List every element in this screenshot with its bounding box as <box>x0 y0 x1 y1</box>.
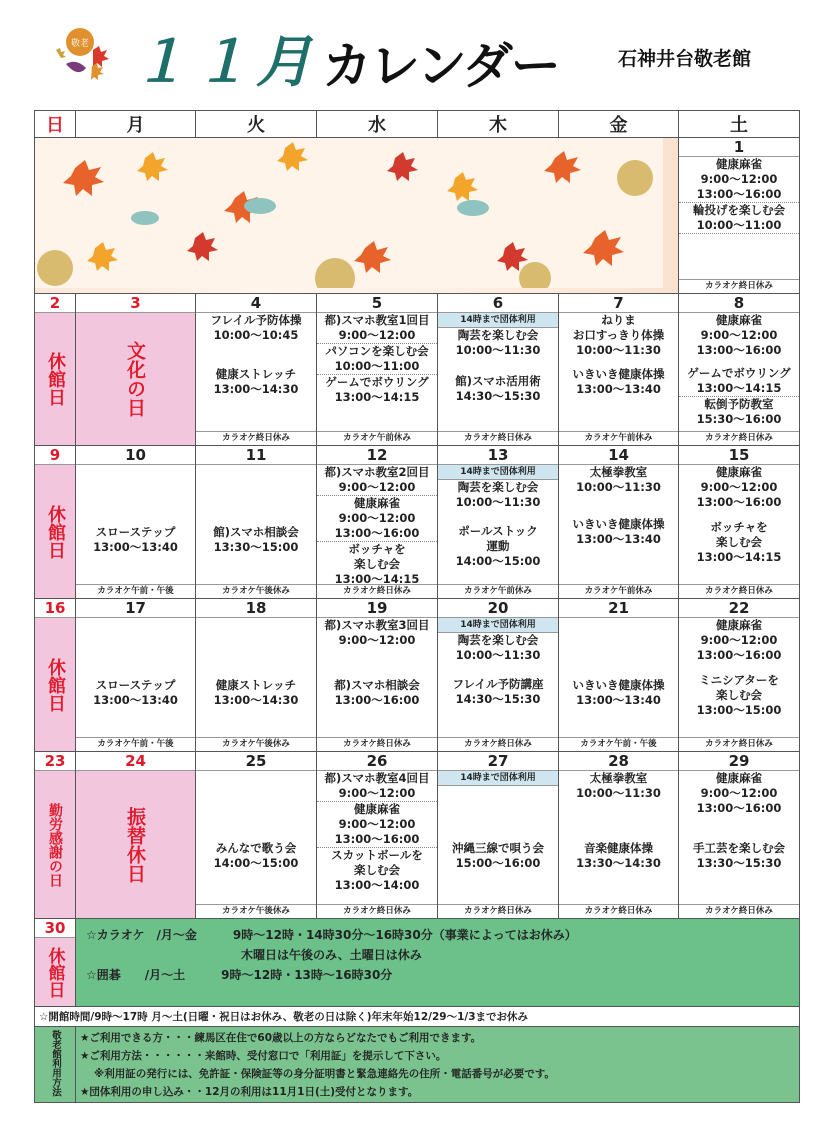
karaoke-hours: ☆カラオケ /月～金 9時～12時・14時30分～16時30分（事業によってはお休み） <box>86 928 577 942</box>
karaoke-note: カラオケ終日休み <box>317 737 437 751</box>
go-hours: ☆囲碁 /月～土 9時～12時・13時～16時30分 <box>86 968 393 982</box>
closed-day-block <box>35 618 75 751</box>
karaoke-note: カラオケ終日休み <box>438 904 558 918</box>
week-row-3 <box>35 446 800 599</box>
day-number: 14 <box>559 446 678 465</box>
day-number: 2 <box>35 294 75 313</box>
weekday-tue: 火 <box>196 111 317 138</box>
calendar <box>34 110 799 1110</box>
day-cell-20 <box>438 599 559 752</box>
day-cell-22 <box>679 599 800 752</box>
day-number: 22 <box>679 599 799 618</box>
event-time: 10:00～11:00 <box>679 218 799 234</box>
karaoke-note: カラオケ終日休み <box>679 279 799 293</box>
event-name: 音楽健康体操 <box>584 841 653 855</box>
event-name: スカットボールを <box>331 848 423 862</box>
event-time: 10:00～10:45 <box>213 328 299 342</box>
event-time: 13:00～13:40 <box>576 532 661 546</box>
closed-day-label: 休館日 <box>45 504 66 559</box>
weekday-sun: 日 <box>35 111 76 138</box>
karaoke-note: カラオケ午前休み <box>438 584 558 598</box>
day-cell-4 <box>196 294 317 446</box>
day-number: 19 <box>317 599 437 618</box>
event-name: 健康麻雀 <box>716 771 762 785</box>
group-application: ★団体利用の申し込み・・12月の利用は11月1日(土)受付となります。 <box>80 1086 419 1098</box>
event-name: 健康麻雀 <box>354 802 400 816</box>
group-use-tag: 14時まで団体利用 <box>438 618 558 633</box>
event-name: ボッチャを <box>348 542 406 556</box>
day-number: 25 <box>196 752 316 771</box>
event-name: 沖縄三線で唄う会 <box>452 841 544 855</box>
karaoke-note: カラオケ終日休み <box>438 431 558 445</box>
opening-hours: ☆開館時間/9時～17時 月～土(日曜・祝日はお休み、敬老の日は除く)年末年始12/29～1/3までお休み <box>35 1007 800 1027</box>
event-time: 9:00～12:00 <box>317 480 437 496</box>
closed-day-label: 休館日 <box>45 352 66 406</box>
day-cell-14 <box>559 446 679 599</box>
event-name: 陶芸を楽しむ会 <box>457 328 539 342</box>
event-time: 10:00～11:30 <box>455 343 541 357</box>
event-name: 転倒予防教室 <box>704 397 774 411</box>
day-number: 30 <box>35 919 75 938</box>
usage-side-label-cell <box>35 1027 76 1103</box>
event-name: 健康麻雀 <box>716 313 762 327</box>
day-number: 3 <box>76 294 195 313</box>
event-time: 14:30～15:30 <box>455 692 541 706</box>
event-name: 手工芸を楽しむ会 <box>693 841 785 855</box>
autumn-leaves-illustration <box>35 138 663 288</box>
event-time: 13:00～16:00 <box>334 693 420 707</box>
organization-name: 石神井台敬老館 <box>618 48 752 70</box>
event-name: ねりま <box>601 313 636 327</box>
event-time: 13:00～14:15 <box>334 390 420 404</box>
day-number: 1 <box>679 138 799 157</box>
event-time: 9:00～12:00 <box>700 172 778 186</box>
event-time: 15:30～16:00 <box>696 412 782 426</box>
event-name: 健康ストレッチ <box>215 678 297 692</box>
karaoke-note: カラオケ午前休み <box>559 584 678 598</box>
day-cell-27 <box>438 752 559 919</box>
day-cell-3 <box>76 294 196 446</box>
day-number: 29 <box>679 752 799 771</box>
event-time: 10:00～11:00 <box>317 359 437 375</box>
event-time: 9:00～12:00 <box>317 786 437 802</box>
event-time: 10:00～11:30 <box>576 480 661 494</box>
event-name: 館)スマホ相談会 <box>213 525 299 539</box>
event-name: フレイル予防講座 <box>452 677 544 691</box>
event-time: 13:00～13:40 <box>576 382 661 396</box>
day-number: 28 <box>559 752 678 771</box>
event-name: 健康ストレッチ <box>215 367 297 381</box>
autumn-banner-image <box>35 138 679 294</box>
day-cell-8 <box>679 294 800 446</box>
day-cell-10 <box>76 446 196 599</box>
event-time: 10:00～11:30 <box>576 343 661 357</box>
week-row-5 <box>35 752 800 919</box>
event-time: 10:00～11:30 <box>455 495 541 509</box>
group-use-tag: 14時まで団体利用 <box>438 313 558 328</box>
event-name: 楽しむ会 <box>354 557 400 571</box>
day-number: 21 <box>559 599 678 618</box>
day-cell-5 <box>317 294 438 446</box>
event-name: 太極拳教室 <box>589 771 648 785</box>
event-time: 13:00～16:00 <box>317 526 437 542</box>
closed-day-block <box>35 465 75 598</box>
karaoke-note: カラオケ午後休み <box>196 904 316 918</box>
day-cell-16 <box>35 599 76 752</box>
holiday-label: 振替休日 <box>124 806 146 883</box>
event-time: 10:00～11:30 <box>576 786 661 800</box>
event-time: 13:00～13:40 <box>576 693 661 707</box>
day-number: 10 <box>76 446 195 465</box>
karaoke-note: カラオケ終日休み <box>317 904 437 918</box>
day-cell-6 <box>438 294 559 446</box>
eligible-users: ★ご利用できる方・・・練馬区在住で60歳以上の方ならどなたでもご利用できます。 <box>80 1032 482 1044</box>
event-time: 9:00～12:00 <box>700 480 778 494</box>
event-time: 9:00～12:00 <box>700 786 778 800</box>
day-cell-11 <box>196 446 317 599</box>
day-cell-2 <box>35 294 76 446</box>
event-time: 14:00～15:00 <box>213 856 299 870</box>
event-name: 輪投げを楽しむ会 <box>693 203 785 217</box>
karaoke-note: カラオケ午後休み <box>196 737 316 751</box>
event-name: お口すっきり体操 <box>572 328 665 342</box>
event-name: 楽しむ会 <box>716 535 762 549</box>
day-number: 27 <box>438 752 558 771</box>
karaoke-note: カラオケ午前・午後 <box>559 737 678 751</box>
event-name: いきいき健康体操 <box>572 517 665 531</box>
usage-info <box>76 1027 800 1103</box>
day-cell-17 <box>76 599 196 752</box>
karaoke-note: カラオケ午後休み <box>196 584 316 598</box>
day-number: 4 <box>196 294 316 313</box>
holiday-block <box>35 771 75 918</box>
karaoke-note: カラオケ終日休み <box>196 431 316 445</box>
closed-day-block <box>35 938 75 1006</box>
event-name: 健康麻雀 <box>716 465 762 479</box>
event-time: 13:00～16:00 <box>696 648 782 662</box>
day-cell-21 <box>559 599 679 752</box>
event-name: 健康麻雀 <box>354 496 400 510</box>
event-name: 都)スマホ教室4回目 <box>324 771 430 785</box>
holiday-label: 勤労感謝の日 <box>47 802 63 887</box>
karaoke-go-info <box>76 919 800 1007</box>
day-number: 8 <box>679 294 799 313</box>
event-name: フレイル予防体操 <box>210 313 302 327</box>
event-name: 都)スマホ教室3回目 <box>324 618 430 632</box>
karaoke-note: カラオケ終日休み <box>559 904 678 918</box>
day-cell-23 <box>35 752 76 919</box>
event-name: 楽しむ会 <box>354 863 400 877</box>
id-card-note: ※利用証の発行には、免許証・保険証等の身分証明書と緊急連絡先の住所・電話番号が必要です。 <box>94 1068 555 1080</box>
title-month: １１月 <box>132 30 318 95</box>
day-cell-19 <box>317 599 438 752</box>
week-row-1 <box>35 138 800 294</box>
group-use-tag: 14時まで団体利用 <box>438 771 558 786</box>
karaoke-thu-sat-note: 木曜日は午後のみ、土曜日は休み <box>241 948 422 962</box>
day-cell-24 <box>76 752 196 919</box>
event-name: いきいき健康体操 <box>572 367 665 381</box>
karaoke-note: カラオケ終日休み <box>317 584 437 598</box>
event-name: 健康麻雀 <box>716 618 762 632</box>
usage-side-label: 敬老館利用方法 <box>50 1029 61 1096</box>
day-number: 16 <box>35 599 75 618</box>
weekday-header-row <box>35 111 800 138</box>
opening-hours-row <box>35 1007 800 1027</box>
event-time: 9:00～12:00 <box>700 633 778 647</box>
event-name: 陶芸を楽しむ会 <box>457 633 539 647</box>
how-to-use: ★ご利用方法・・・・・・来館時、受付窓口で「利用証」を提示して下さい。 <box>80 1050 447 1062</box>
event-name: ポールストック <box>458 524 538 538</box>
title-calendar: カレンダー <box>322 37 559 95</box>
day-cell-30 <box>35 919 76 1007</box>
day-number: 17 <box>76 599 195 618</box>
event-name: ミニシアターを <box>699 673 779 687</box>
day-number: 24 <box>76 752 195 771</box>
karaoke-note: カラオケ終日休み <box>679 431 799 445</box>
event-name: ボッチャを <box>710 520 768 534</box>
karaoke-note: カラオケ終日休み <box>438 737 558 751</box>
closed-day-block <box>35 313 75 445</box>
event-name: 陶芸を楽しむ会 <box>457 480 539 494</box>
day-cell-18 <box>196 599 317 752</box>
weekday-wed: 水 <box>317 111 438 138</box>
weekday-thu: 木 <box>438 111 559 138</box>
weekday-fri: 金 <box>559 111 679 138</box>
karaoke-note: カラオケ終日休み <box>679 737 799 751</box>
event-time: 13:00～16:00 <box>696 801 782 815</box>
event-name: 運動 <box>486 539 510 553</box>
day-number: 23 <box>35 752 75 771</box>
day-cell-29 <box>679 752 800 919</box>
holiday-label: 文化の日 <box>124 341 146 417</box>
day-cell-12 <box>317 446 438 599</box>
event-time: 13:00～14:00 <box>334 878 420 892</box>
day-number: 18 <box>196 599 316 618</box>
event-name: スローステップ <box>95 525 176 539</box>
event-time: 13:00～14:15 <box>679 381 799 397</box>
karaoke-note: カラオケ終日休み <box>679 904 799 918</box>
day-number: 7 <box>559 294 678 313</box>
week-row-4 <box>35 599 800 752</box>
day-number: 15 <box>679 446 799 465</box>
event-time: 9:00～12:00 <box>338 511 416 525</box>
autumn-leaf-logo <box>48 20 118 90</box>
karaoke-note: カラオケ午前・午後 <box>76 584 195 598</box>
event-time: 13:00～14:15 <box>696 550 782 564</box>
week-row-6 <box>35 919 800 1007</box>
day-cell-13 <box>438 446 559 599</box>
usage-info-row <box>35 1027 800 1103</box>
day-cell-1 <box>679 138 800 294</box>
day-cell-15 <box>679 446 800 599</box>
day-number: 9 <box>35 446 75 465</box>
event-time: 9:00～12:00 <box>317 328 437 344</box>
event-time: 13:30～15:00 <box>213 540 299 554</box>
week-row-2 <box>35 294 800 446</box>
karaoke-note: カラオケ午前休み <box>559 431 678 445</box>
day-cell-28 <box>559 752 679 919</box>
weekday-mon: 月 <box>76 111 196 138</box>
event-time: 13:00～14:30 <box>213 693 299 707</box>
day-cell-9 <box>35 446 76 599</box>
event-name: いきいき健康体操 <box>572 678 665 692</box>
event-name: ゲームでボウリング <box>325 375 429 389</box>
event-time: 14:30～15:30 <box>455 389 541 403</box>
event-name: 楽しむ会 <box>716 688 762 702</box>
event-time: 10:00～11:30 <box>455 648 541 662</box>
weekday-sat: 土 <box>679 111 800 138</box>
holiday-block <box>76 771 195 918</box>
day-number: 13 <box>438 446 558 465</box>
event-time: 13:00～15:00 <box>696 703 782 717</box>
event-name: 館)スマホ活用術 <box>455 374 541 388</box>
event-name: 健康麻雀 <box>716 157 762 171</box>
day-number: 11 <box>196 446 316 465</box>
event-time: 9:00～12:00 <box>338 817 416 831</box>
event-time: 15:00～16:00 <box>455 856 541 870</box>
closed-day-label: 休館日 <box>45 657 66 712</box>
event-name: スローステップ <box>95 678 176 692</box>
event-name: パソコンを楽しむ会 <box>325 344 429 358</box>
holiday-block <box>76 313 195 445</box>
event-time: 13:00～14:15 <box>334 572 420 586</box>
event-time: 13:00～16:00 <box>679 187 799 203</box>
event-time: 13:30～14:30 <box>576 856 661 870</box>
header <box>0 0 825 108</box>
event-name: ゲームでボウリング <box>687 366 791 380</box>
event-time: 13:30～15:30 <box>696 856 782 870</box>
event-time: 13:00～16:00 <box>696 343 782 357</box>
event-name: 都)スマホ相談会 <box>334 678 420 692</box>
karaoke-note: カラオケ午前休み <box>317 431 437 445</box>
event-time: 14:00～15:00 <box>455 554 541 568</box>
logo-badge-text: 敬老 <box>70 39 90 49</box>
day-number: 26 <box>317 752 437 771</box>
karaoke-note: カラオケ終日休み <box>679 584 799 598</box>
event-time: 9:00～12:00 <box>700 328 778 342</box>
event-time: 13:00～16:00 <box>317 832 437 848</box>
event-time: 13:00～13:40 <box>93 540 178 554</box>
calendar-grid <box>34 110 800 1103</box>
day-number: 12 <box>317 446 437 465</box>
day-cell-26 <box>317 752 438 919</box>
day-cell-7 <box>559 294 679 446</box>
karaoke-note: カラオケ午前・午後 <box>76 737 195 751</box>
event-time: 9:00～12:00 <box>338 633 416 647</box>
event-name: みんなで歌う会 <box>215 841 297 855</box>
event-time: 13:00～14:30 <box>213 382 299 396</box>
event-name: 都)スマホ教室2回目 <box>324 465 430 479</box>
closed-day-label: 休館日 <box>44 946 65 998</box>
day-cell-25 <box>196 752 317 919</box>
day-number: 20 <box>438 599 558 618</box>
event-time: 13:00～16:00 <box>696 495 782 509</box>
day-number: 6 <box>438 294 558 313</box>
day-number: 5 <box>317 294 437 313</box>
event-name: 太極拳教室 <box>589 465 648 479</box>
event-name: 都)スマホ教室1回目 <box>324 313 430 327</box>
group-use-tag: 14時まで団体利用 <box>438 465 558 480</box>
event-time: 13:00～13:40 <box>93 693 178 707</box>
